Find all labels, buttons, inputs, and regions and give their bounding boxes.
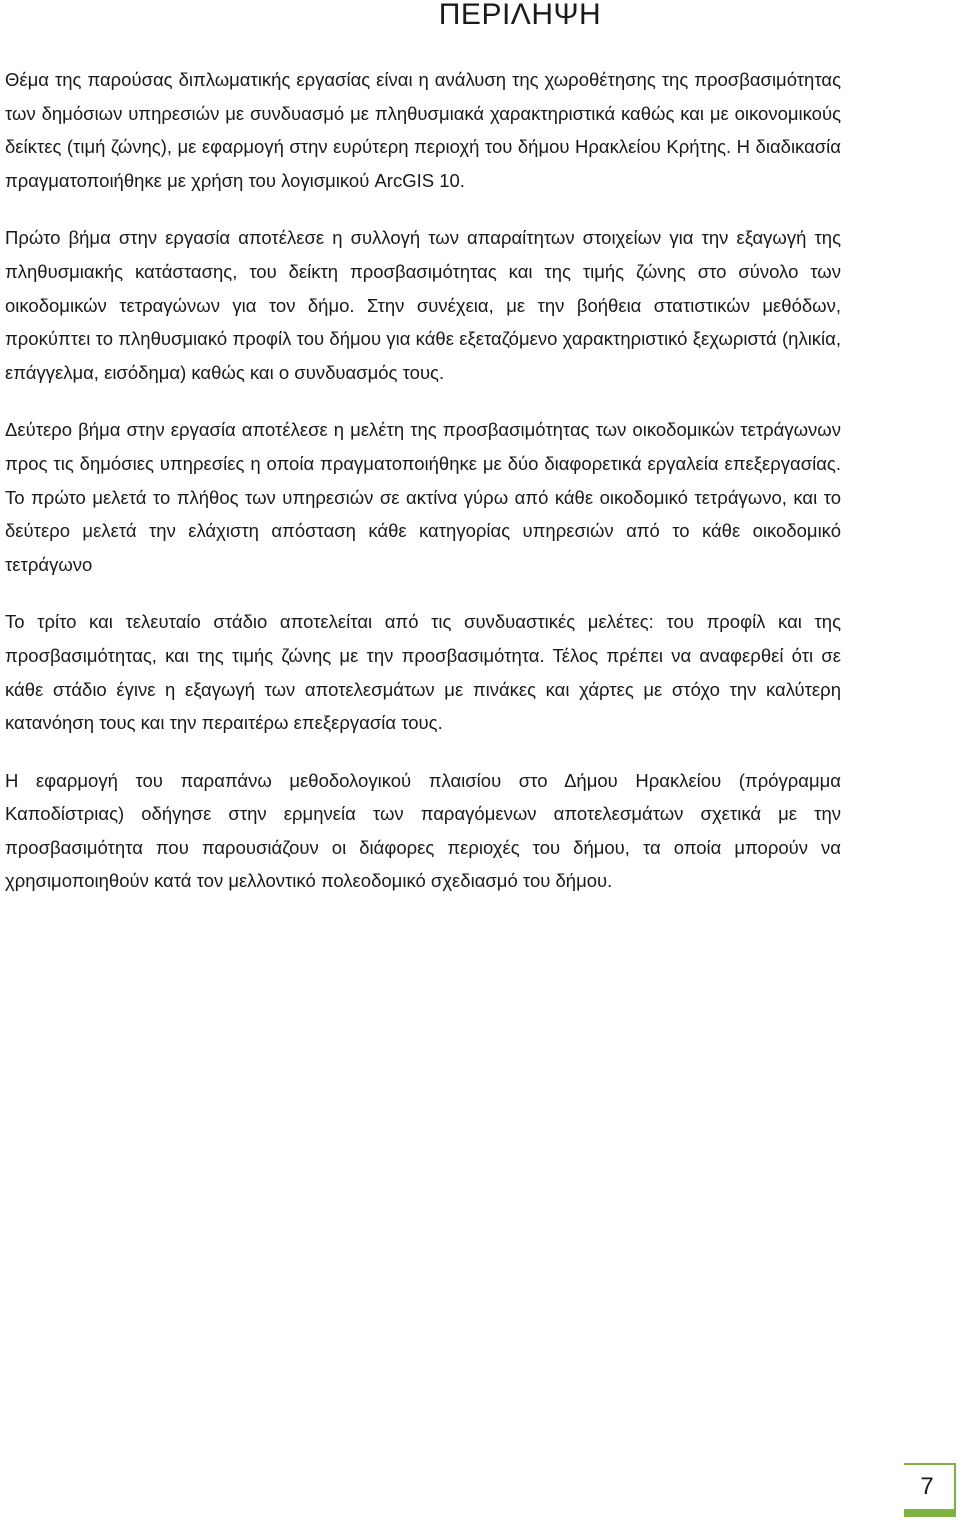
paragraph-1: Θέμα της παρούσας διπλωματικής εργασίας είναι η ανάλυση της χωροθέτησης της προσβασιμότητας των δημόσιων υπηρεσιών με συνδυασμό με πληθυσμιακά χαρακτηριστικά καθώς και με οικονομικούς δείκτες (τιμή ζώνης), με εφαρμογή στην ευρύτερη περιοχή του δήμου Ηρακλείου Κρήτης. Η διαδικασία πραγματοποιήθηκε με χρήση του λογισμικού ArcGIS 10. <box>5 69 841 191</box>
abstract-body <box>5 63 841 922</box>
page-number: 7 <box>920 1473 934 1500</box>
page-title: ΠΕΡΙΛΗΨΗ <box>438 0 602 31</box>
paragraph-3: Δεύτερο βήμα στην εργασία αποτέλεσε η μελέτη της προσβασιμότητας των οικοδομικών τετράγωνων προς τις δημόσιες υπηρεσίες η οποία πραγματοποιήθηκε με δύο διαφορετικά εργαλεία επεξεργασίας. Το πρώτο μελετά το πλήθος των υπηρεσιών σε ακτίνα γύρω από κάθε οικοδομικό τετράγωνο, και το δεύτερο μελετά την ελάχιστη απόσταση κάθε κατηγορίας υπηρεσιών από το κάθε οικοδομικό τετράγωνο <box>5 419 841 575</box>
page-number-frame <box>904 1463 956 1515</box>
paragraph-2: Πρώτο βήμα στην εργασία αποτέλεσε η συλλογή των απαραίτητων στοιχείων για την εξαγωγή της πληθυσμιακής κατάστασης, του δείκτη προσβασιμότητας και της τιμής ζώνης στο σύνολο των οικοδομικών τετραγώνων για τον δήμο. Στην συνέχεια, με την βοήθεια στατιστικών μεθόδων, προκύπτει το πληθυσμιακό προφίλ του δήμου για κάθε εξεταζόμενο χαρακτηριστικό ξεχωριστά (ηλικία, επάγγελμα, εισόδημα) καθώς και ο συνδυασμός τους. <box>5 227 841 383</box>
paragraph-4: Το τρίτο και τελευταίο στάδιο αποτελείται από τις συνδυαστικές μελέτες: του προφίλ και της προσβασιμότητας, και της τιμής ζώνης με την προσβασιμότητα. Τέλος πρέπει να αναφερθεί ότι σε κάθε στάδιο έγινε η εξαγωγή των αποτελεσμάτων με πινάκες και χάρτες με στόχο την καλύτερη κατανόηση τους και την περαιτέρω επεξεργασία τους. <box>5 611 841 734</box>
paragraph-5: Η εφαρμογή του παραπάνω μεθοδολογικού πλαισίου στο Δήμου Ηρακλείου (πρόγραμμα Καποδίστριας) οδήγησε στην ερμηνεία των παραγόμενων αποτελεσμάτων σχετικά με την προσβασιμότητα που παρουσιάζουν οι διάφορες περιοχές του δήμου, τα οποία μπορούν να χρησιμοποιηθούν κατά τον μελλοντικό πολεοδομικό σχεδιασμό του δήμου. <box>5 769 841 892</box>
page-number-accent-bar <box>904 1509 956 1517</box>
